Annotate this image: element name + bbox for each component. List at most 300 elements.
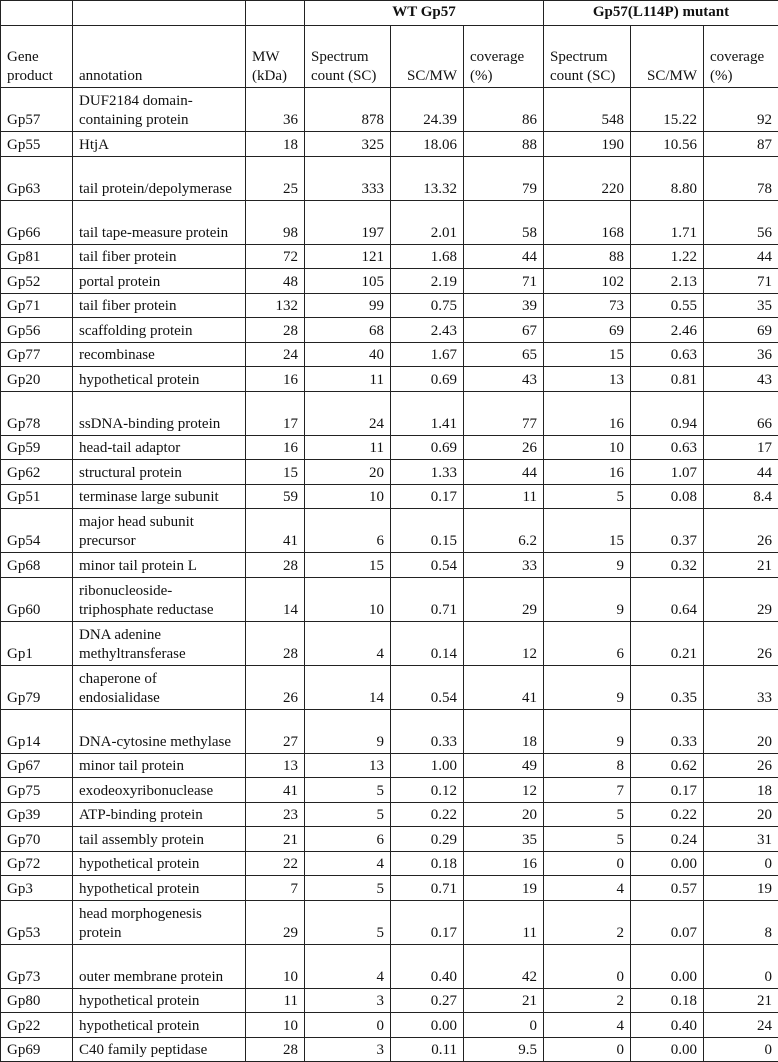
cell-mut-coverage: 24 [704,1013,778,1038]
cell-mw: 28 [246,553,305,578]
cell-mut-coverage: 69 [704,318,778,343]
group-header-row [1,1,778,26]
table-row [1,88,778,132]
cell-mut-spectrum-count: 8 [544,753,631,778]
cell-gene-product: Gp69 [1,1037,73,1062]
cell-annotation: minor tail protein [73,753,246,778]
cell-wt-sc-mw: 0.11 [391,1037,464,1062]
cell-wt-sc-mw: 1.68 [391,244,464,269]
table-row [1,244,778,269]
cell-gene-product: Gp53 [1,900,73,944]
cell-mw: 28 [246,318,305,343]
cell-annotation: ribonucleoside-triphosphate reductase [73,577,246,621]
cell-gene-product: Gp66 [1,200,73,244]
cell-mut-spectrum-count: 168 [544,200,631,244]
cell-gene-product: Gp81 [1,244,73,269]
cell-wt-sc-mw: 0.17 [391,484,464,509]
cell-mut-coverage: 17 [704,435,778,460]
table-body [1,88,778,1062]
cell-annotation: structural protein [73,460,246,485]
cell-wt-sc-mw: 0.15 [391,509,464,553]
cell-mut-sc-mw: 0.00 [631,944,704,988]
cell-mut-coverage: 92 [704,88,778,132]
table-row [1,988,778,1013]
cell-mw: 15 [246,460,305,485]
cell-wt-spectrum-count: 105 [305,269,391,294]
cell-gene-product: Gp60 [1,577,73,621]
cell-wt-coverage: 12 [464,621,544,665]
cell-wt-spectrum-count: 24 [305,391,391,435]
cell-mut-coverage: 66 [704,391,778,435]
table-row [1,851,778,876]
cell-mut-sc-mw: 0.17 [631,778,704,803]
col-header-wt-coverage: coverage (%) [464,26,544,88]
cell-mut-spectrum-count: 6 [544,621,631,665]
cell-mut-sc-mw: 10.56 [631,132,704,157]
cell-gene-product: Gp54 [1,509,73,553]
cell-mut-spectrum-count: 9 [544,665,631,709]
empty-header-cell [73,1,246,26]
cell-mut-coverage: 31 [704,827,778,852]
cell-wt-spectrum-count: 4 [305,944,391,988]
table-row [1,553,778,578]
cell-mw: 132 [246,293,305,318]
cell-mw: 25 [246,156,305,200]
cell-gene-product: Gp62 [1,460,73,485]
table-row [1,621,778,665]
cell-wt-coverage: 9.5 [464,1037,544,1062]
cell-mw: 98 [246,200,305,244]
table-row [1,391,778,435]
cell-wt-coverage: 33 [464,553,544,578]
cell-gene-product: Gp77 [1,342,73,367]
col-header-wt-sc-mw: SC/MW [391,26,464,88]
cell-mut-spectrum-count: 15 [544,509,631,553]
cell-gene-product: Gp63 [1,156,73,200]
cell-annotation: hypothetical protein [73,1013,246,1038]
cell-mw: 48 [246,269,305,294]
cell-wt-sc-mw: 0.54 [391,665,464,709]
table-row [1,367,778,392]
cell-mut-sc-mw: 0.00 [631,1037,704,1062]
cell-wt-coverage: 35 [464,827,544,852]
cell-mut-spectrum-count: 15 [544,342,631,367]
cell-mut-coverage: 33 [704,665,778,709]
cell-mw: 41 [246,778,305,803]
cell-mut-spectrum-count: 5 [544,484,631,509]
cell-wt-sc-mw: 13.32 [391,156,464,200]
cell-wt-spectrum-count: 14 [305,665,391,709]
cell-mut-sc-mw: 0.22 [631,802,704,827]
cell-wt-coverage: 39 [464,293,544,318]
cell-mut-sc-mw: 0.35 [631,665,704,709]
empty-header-cell [1,1,73,26]
cell-wt-spectrum-count: 9 [305,709,391,753]
cell-mut-spectrum-count: 9 [544,553,631,578]
table-row [1,342,778,367]
cell-wt-coverage: 0 [464,1013,544,1038]
cell-wt-sc-mw: 1.33 [391,460,464,485]
cell-wt-spectrum-count: 121 [305,244,391,269]
cell-wt-sc-mw: 0.18 [391,851,464,876]
table-row [1,802,778,827]
cell-mw: 36 [246,88,305,132]
cell-mut-coverage: 78 [704,156,778,200]
cell-gene-product: Gp72 [1,851,73,876]
cell-mut-spectrum-count: 4 [544,1013,631,1038]
cell-wt-spectrum-count: 11 [305,435,391,460]
cell-gene-product: Gp68 [1,553,73,578]
cell-wt-sc-mw: 2.43 [391,318,464,343]
cell-wt-coverage: 6.2 [464,509,544,553]
cell-mw: 24 [246,342,305,367]
cell-annotation: tail fiber protein [73,293,246,318]
cell-annotation: ATP-binding protein [73,802,246,827]
cell-mut-sc-mw: 0.37 [631,509,704,553]
cell-wt-sc-mw: 0.33 [391,709,464,753]
cell-wt-sc-mw: 1.41 [391,391,464,435]
cell-mw: 72 [246,244,305,269]
cell-wt-coverage: 58 [464,200,544,244]
cell-gene-product: Gp3 [1,876,73,901]
col-header-mut-sc-mw: SC/MW [631,26,704,88]
cell-wt-sc-mw: 1.67 [391,342,464,367]
table-row [1,778,778,803]
cell-mw: 14 [246,577,305,621]
cell-gene-product: Gp22 [1,1013,73,1038]
cell-mut-spectrum-count: 0 [544,1037,631,1062]
cell-mw: 59 [246,484,305,509]
cell-wt-coverage: 16 [464,851,544,876]
cell-mut-coverage: 43 [704,367,778,392]
table-row [1,132,778,157]
cell-wt-spectrum-count: 0 [305,1013,391,1038]
cell-annotation: major head subunit precursor [73,509,246,553]
cell-wt-coverage: 71 [464,269,544,294]
cell-gene-product: Gp20 [1,367,73,392]
cell-mut-spectrum-count: 10 [544,435,631,460]
cell-annotation: hypothetical protein [73,851,246,876]
cell-mw: 18 [246,132,305,157]
cell-mut-coverage: 36 [704,342,778,367]
cell-wt-sc-mw: 0.14 [391,621,464,665]
cell-mut-sc-mw: 1.07 [631,460,704,485]
cell-wt-spectrum-count: 5 [305,876,391,901]
column-header-row [1,26,778,88]
cell-mut-sc-mw: 0.32 [631,553,704,578]
cell-annotation: exodeoxyribonuclease [73,778,246,803]
col-header-mut-coverage: coverage (%) [704,26,778,88]
table-row [1,435,778,460]
cell-wt-spectrum-count: 13 [305,753,391,778]
cell-mut-sc-mw: 0.55 [631,293,704,318]
cell-wt-sc-mw: 0.40 [391,944,464,988]
cell-mw: 22 [246,851,305,876]
cell-wt-spectrum-count: 99 [305,293,391,318]
cell-mut-coverage: 0 [704,1037,778,1062]
cell-gene-product: Gp79 [1,665,73,709]
cell-wt-coverage: 44 [464,244,544,269]
cell-mut-coverage: 44 [704,460,778,485]
cell-mw: 29 [246,900,305,944]
cell-wt-coverage: 18 [464,709,544,753]
cell-annotation: DUF2184 domain-containing protein [73,88,246,132]
cell-mw: 7 [246,876,305,901]
cell-mut-sc-mw: 0.62 [631,753,704,778]
cell-wt-spectrum-count: 40 [305,342,391,367]
cell-wt-spectrum-count: 5 [305,900,391,944]
cell-mut-spectrum-count: 5 [544,827,631,852]
cell-annotation: tail assembly protein [73,827,246,852]
cell-gene-product: Gp14 [1,709,73,753]
cell-wt-coverage: 11 [464,900,544,944]
col-header-annotation: annotation [73,26,246,88]
cell-mut-sc-mw: 8.80 [631,156,704,200]
cell-annotation: DNA adenine methyltransferase [73,621,246,665]
cell-mut-sc-mw: 0.81 [631,367,704,392]
cell-mut-spectrum-count: 2 [544,900,631,944]
cell-mw: 28 [246,621,305,665]
cell-wt-sc-mw: 2.19 [391,269,464,294]
cell-gene-product: Gp57 [1,88,73,132]
cell-mut-spectrum-count: 4 [544,876,631,901]
cell-mut-coverage: 0 [704,944,778,988]
cell-mut-spectrum-count: 16 [544,391,631,435]
table-row [1,269,778,294]
table-row [1,484,778,509]
cell-wt-spectrum-count: 333 [305,156,391,200]
cell-gene-product: Gp55 [1,132,73,157]
cell-gene-product: Gp56 [1,318,73,343]
cell-wt-coverage: 19 [464,876,544,901]
table-row [1,709,778,753]
cell-annotation: tail protein/depolymerase [73,156,246,200]
cell-mw: 16 [246,367,305,392]
cell-wt-coverage: 21 [464,988,544,1013]
cell-annotation: head morphogenesis protein [73,900,246,944]
cell-gene-product: Gp73 [1,944,73,988]
cell-mut-coverage: 87 [704,132,778,157]
cell-mut-coverage: 35 [704,293,778,318]
cell-wt-spectrum-count: 197 [305,200,391,244]
cell-mw: 27 [246,709,305,753]
cell-mut-spectrum-count: 9 [544,709,631,753]
cell-gene-product: Gp67 [1,753,73,778]
cell-annotation: DNA-cytosine methylase [73,709,246,753]
cell-mut-coverage: 26 [704,753,778,778]
cell-mut-sc-mw: 0.18 [631,988,704,1013]
cell-wt-sc-mw: 18.06 [391,132,464,157]
cell-wt-sc-mw: 0.12 [391,778,464,803]
cell-wt-coverage: 26 [464,435,544,460]
cell-gene-product: Gp52 [1,269,73,294]
cell-wt-coverage: 11 [464,484,544,509]
cell-wt-sc-mw: 24.39 [391,88,464,132]
cell-annotation: head-tail adaptor [73,435,246,460]
cell-wt-sc-mw: 0.71 [391,876,464,901]
cell-wt-spectrum-count: 6 [305,827,391,852]
cell-wt-spectrum-count: 10 [305,577,391,621]
cell-wt-coverage: 65 [464,342,544,367]
cell-annotation: hypothetical protein [73,367,246,392]
table-row [1,900,778,944]
table-row [1,753,778,778]
cell-mut-sc-mw: 0.07 [631,900,704,944]
cell-mut-sc-mw: 0.63 [631,435,704,460]
cell-wt-spectrum-count: 68 [305,318,391,343]
cell-mut-coverage: 26 [704,621,778,665]
table-row [1,293,778,318]
cell-wt-coverage: 86 [464,88,544,132]
cell-wt-coverage: 43 [464,367,544,392]
cell-mut-spectrum-count: 190 [544,132,631,157]
cell-mut-sc-mw: 1.22 [631,244,704,269]
cell-wt-sc-mw: 0.69 [391,367,464,392]
table-row [1,460,778,485]
cell-wt-sc-mw: 0.69 [391,435,464,460]
table-row [1,665,778,709]
cell-annotation: hypothetical protein [73,988,246,1013]
cell-wt-sc-mw: 0.54 [391,553,464,578]
table-row [1,827,778,852]
cell-gene-product: Gp78 [1,391,73,435]
cell-gene-product: Gp71 [1,293,73,318]
table-row [1,156,778,200]
cell-wt-coverage: 67 [464,318,544,343]
cell-mut-spectrum-count: 2 [544,988,631,1013]
cell-annotation: tail tape-measure protein [73,200,246,244]
cell-annotation: ssDNA-binding protein [73,391,246,435]
cell-annotation: portal protein [73,269,246,294]
cell-wt-spectrum-count: 6 [305,509,391,553]
cell-annotation: terminase large subunit [73,484,246,509]
cell-mut-sc-mw: 2.46 [631,318,704,343]
cell-wt-spectrum-count: 4 [305,851,391,876]
cell-mut-spectrum-count: 9 [544,577,631,621]
cell-annotation: recombinase [73,342,246,367]
cell-wt-spectrum-count: 3 [305,1037,391,1062]
cell-wt-sc-mw: 0.71 [391,577,464,621]
table-row [1,318,778,343]
cell-wt-coverage: 44 [464,460,544,485]
cell-wt-sc-mw: 0.27 [391,988,464,1013]
cell-wt-spectrum-count: 5 [305,802,391,827]
cell-wt-spectrum-count: 5 [305,778,391,803]
cell-mut-spectrum-count: 73 [544,293,631,318]
cell-mw: 10 [246,1013,305,1038]
cell-mut-spectrum-count: 0 [544,944,631,988]
cell-mut-coverage: 0 [704,851,778,876]
cell-mut-coverage: 21 [704,553,778,578]
cell-wt-spectrum-count: 4 [305,621,391,665]
cell-mut-spectrum-count: 548 [544,88,631,132]
cell-mw: 41 [246,509,305,553]
cell-mut-sc-mw: 0.21 [631,621,704,665]
cell-wt-coverage: 12 [464,778,544,803]
cell-mut-coverage: 20 [704,802,778,827]
cell-mut-coverage: 8.4 [704,484,778,509]
col-header-mut-sc: Spectrum count (SC) [544,26,631,88]
cell-mut-coverage: 19 [704,876,778,901]
cell-mut-sc-mw: 0.63 [631,342,704,367]
cell-mut-spectrum-count: 7 [544,778,631,803]
cell-gene-product: Gp80 [1,988,73,1013]
cell-gene-product: Gp1 [1,621,73,665]
cell-wt-coverage: 20 [464,802,544,827]
cell-mut-coverage: 20 [704,709,778,753]
cell-mut-sc-mw: 0.33 [631,709,704,753]
cell-mw: 17 [246,391,305,435]
cell-mut-spectrum-count: 13 [544,367,631,392]
cell-gene-product: Gp59 [1,435,73,460]
cell-gene-product: Gp70 [1,827,73,852]
cell-wt-spectrum-count: 325 [305,132,391,157]
cell-mut-sc-mw: 0.24 [631,827,704,852]
cell-wt-sc-mw: 1.00 [391,753,464,778]
cell-gene-product: Gp51 [1,484,73,509]
cell-mut-sc-mw: 0.94 [631,391,704,435]
cell-mut-coverage: 29 [704,577,778,621]
cell-mut-sc-mw: 0.64 [631,577,704,621]
cell-wt-coverage: 41 [464,665,544,709]
cell-annotation: hypothetical protein [73,876,246,901]
cell-wt-coverage: 77 [464,391,544,435]
cell-mut-coverage: 44 [704,244,778,269]
cell-mut-sc-mw: 1.71 [631,200,704,244]
cell-mut-spectrum-count: 5 [544,802,631,827]
cell-wt-spectrum-count: 20 [305,460,391,485]
cell-mut-sc-mw: 0.00 [631,851,704,876]
cell-wt-coverage: 42 [464,944,544,988]
cell-mut-spectrum-count: 102 [544,269,631,294]
table-row [1,200,778,244]
cell-wt-coverage: 49 [464,753,544,778]
table-row [1,1013,778,1038]
cell-wt-sc-mw: 0.00 [391,1013,464,1038]
cell-annotation: tail fiber protein [73,244,246,269]
cell-mw: 16 [246,435,305,460]
cell-mw: 28 [246,1037,305,1062]
cell-mut-spectrum-count: 69 [544,318,631,343]
cell-mut-sc-mw: 2.13 [631,269,704,294]
cell-gene-product: Gp75 [1,778,73,803]
wt-group-header: WT Gp57 [305,1,544,26]
empty-header-cell [246,1,305,26]
cell-mut-coverage: 18 [704,778,778,803]
cell-wt-spectrum-count: 11 [305,367,391,392]
cell-mw: 21 [246,827,305,852]
cell-mut-sc-mw: 15.22 [631,88,704,132]
col-header-gene-product: Gene product [1,26,73,88]
cell-wt-coverage: 29 [464,577,544,621]
col-header-wt-sc: Spectrum count (SC) [305,26,391,88]
cell-wt-spectrum-count: 3 [305,988,391,1013]
cell-annotation: minor tail protein L [73,553,246,578]
cell-wt-sc-mw: 0.22 [391,802,464,827]
cell-mw: 10 [246,944,305,988]
cell-mw: 11 [246,988,305,1013]
mutant-group-header: Gp57(L114P) mutant [544,1,778,26]
cell-annotation: chaperone of endosialidase [73,665,246,709]
table-row [1,1037,778,1062]
cell-wt-sc-mw: 0.29 [391,827,464,852]
col-header-mw: MW (kDa) [246,26,305,88]
cell-mut-coverage: 26 [704,509,778,553]
cell-mw: 23 [246,802,305,827]
cell-wt-coverage: 79 [464,156,544,200]
cell-mw: 13 [246,753,305,778]
cell-mut-sc-mw: 0.57 [631,876,704,901]
